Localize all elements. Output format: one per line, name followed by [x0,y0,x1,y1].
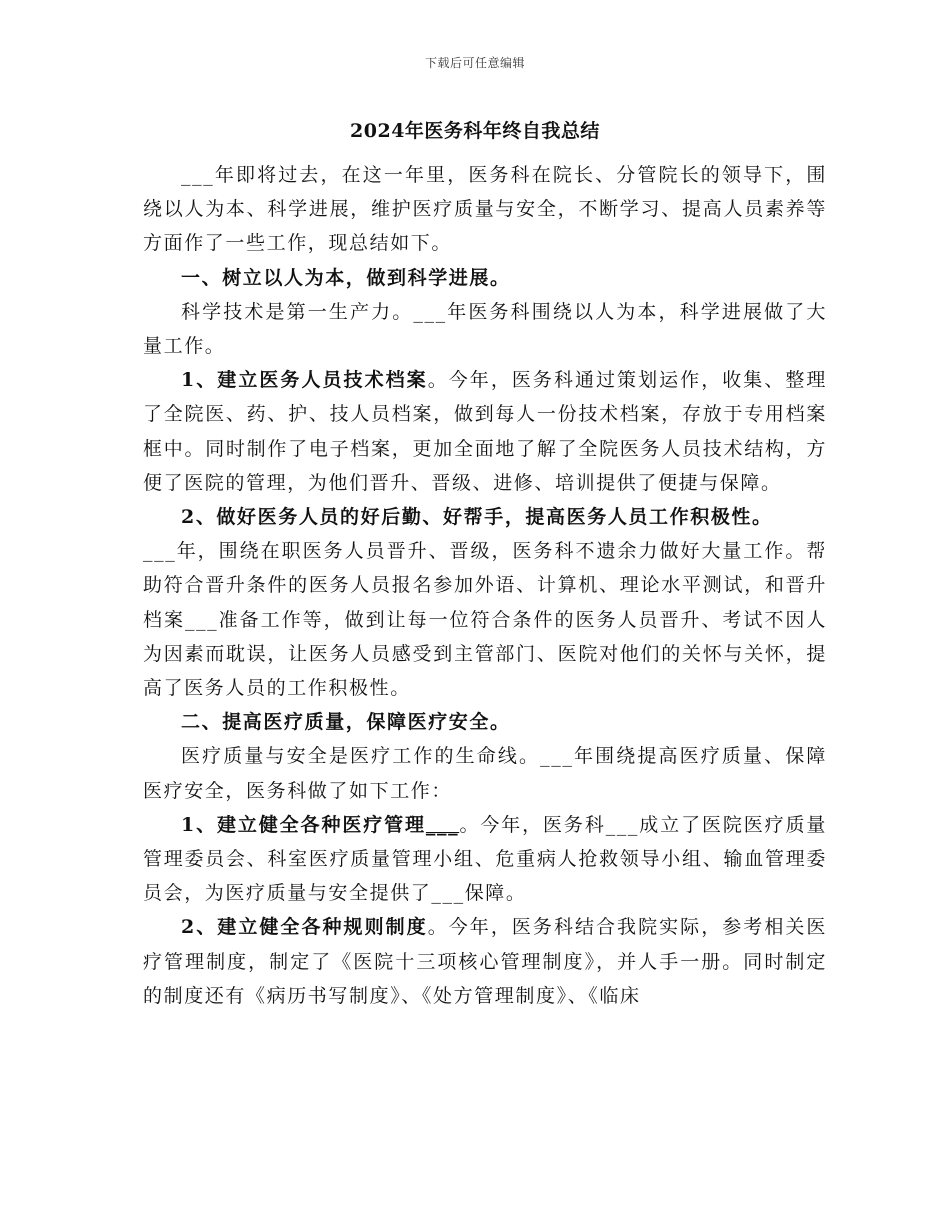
item-2-1-blank: ___ [425,813,460,836]
section-heading-1: 一、树立以人为本，做到科学进展。 [181,266,511,289]
item-1-body: 。今年，医务科通过策划运作，收集、整理了全院医、药、护、技人员档案，做到每人一份技术档案，存放于专用档案框中。同时制作了电子档案，更加全面地了解了全院医务人员技术结构，方便了医院的管理，为他们晋升、晋级、进修、培训提供了便捷与保障。 [143,369,828,494]
item-2-1-paragraph [143,808,827,911]
item-2-2-lead: 2、建立健全各种规则制度 [181,916,428,939]
section-1-intro: 科学技术是第一生产力。___年医务科围绕以人为本，科学进展做了大量工作。 [143,300,827,358]
item-2-1-lead: 1、建立健全各种医疗管理 [181,813,426,836]
document-body [143,158,827,1013]
item-2-body: ___年，围绕在职医务人员晋升、晋级，医务科不遗余力做好大量工作。帮助符合晋升条件的医务人员报名参加外语、计算机、理论水平测试，和晋升档案___准备工作等，做到让每一位符合条件的医务人员晋升、考试不因人为因素而耽误，让医务人员感受到主管部门、医院对他们的关怀与关怀，提高了医务人员的工作积极性。 [143,540,827,700]
item-2-lead: 2、做好医务人员的好后勤、好帮手，提高医务人员工作积极性。 [181,506,773,529]
document-title: 2024年医务科年终自我总结 [350,120,600,142]
item-2-2-paragraph [143,910,827,1013]
section-heading-2: 二、提高医疗质量，保障医疗安全。 [181,711,511,734]
item-2-1-body: 。今年，医务科___成立了医院医疗质量管理委员会、科室医疗质量管理小组、危重病人抢救领导小组、输血管理委员会，为医疗质量与安全提供了___保障。 [143,813,828,905]
intro-paragraph: ___年即将过去，在这一年里，医务科在院长、分管院长的领导下，围绕以人为本、科学进展，维护医疗质量与安全，不断学习、提高人员素养等方面作了一些工作，现总结如下。 [143,164,827,255]
item-1-paragraph [143,363,827,500]
item-2-paragraph [143,500,827,534]
section-2-intro: 医疗质量与安全是医疗工作的生命线。___年围绕提高医疗质量、保障医疗安全，医务科做了如下工作： [143,745,827,802]
item-2-2-body: 。今年，医务科结合我院实际，参考相关医疗管理制度，制定了《医院十三项核心管理制度》，并人手一册。同时制定的制度还有《病历书写制度》、《处方管理制度》、《临床 [143,916,828,1007]
item-1-lead: 1、建立医务人员技术档案 [181,369,428,392]
header-note: 下载后可任意编辑 [424,56,525,70]
